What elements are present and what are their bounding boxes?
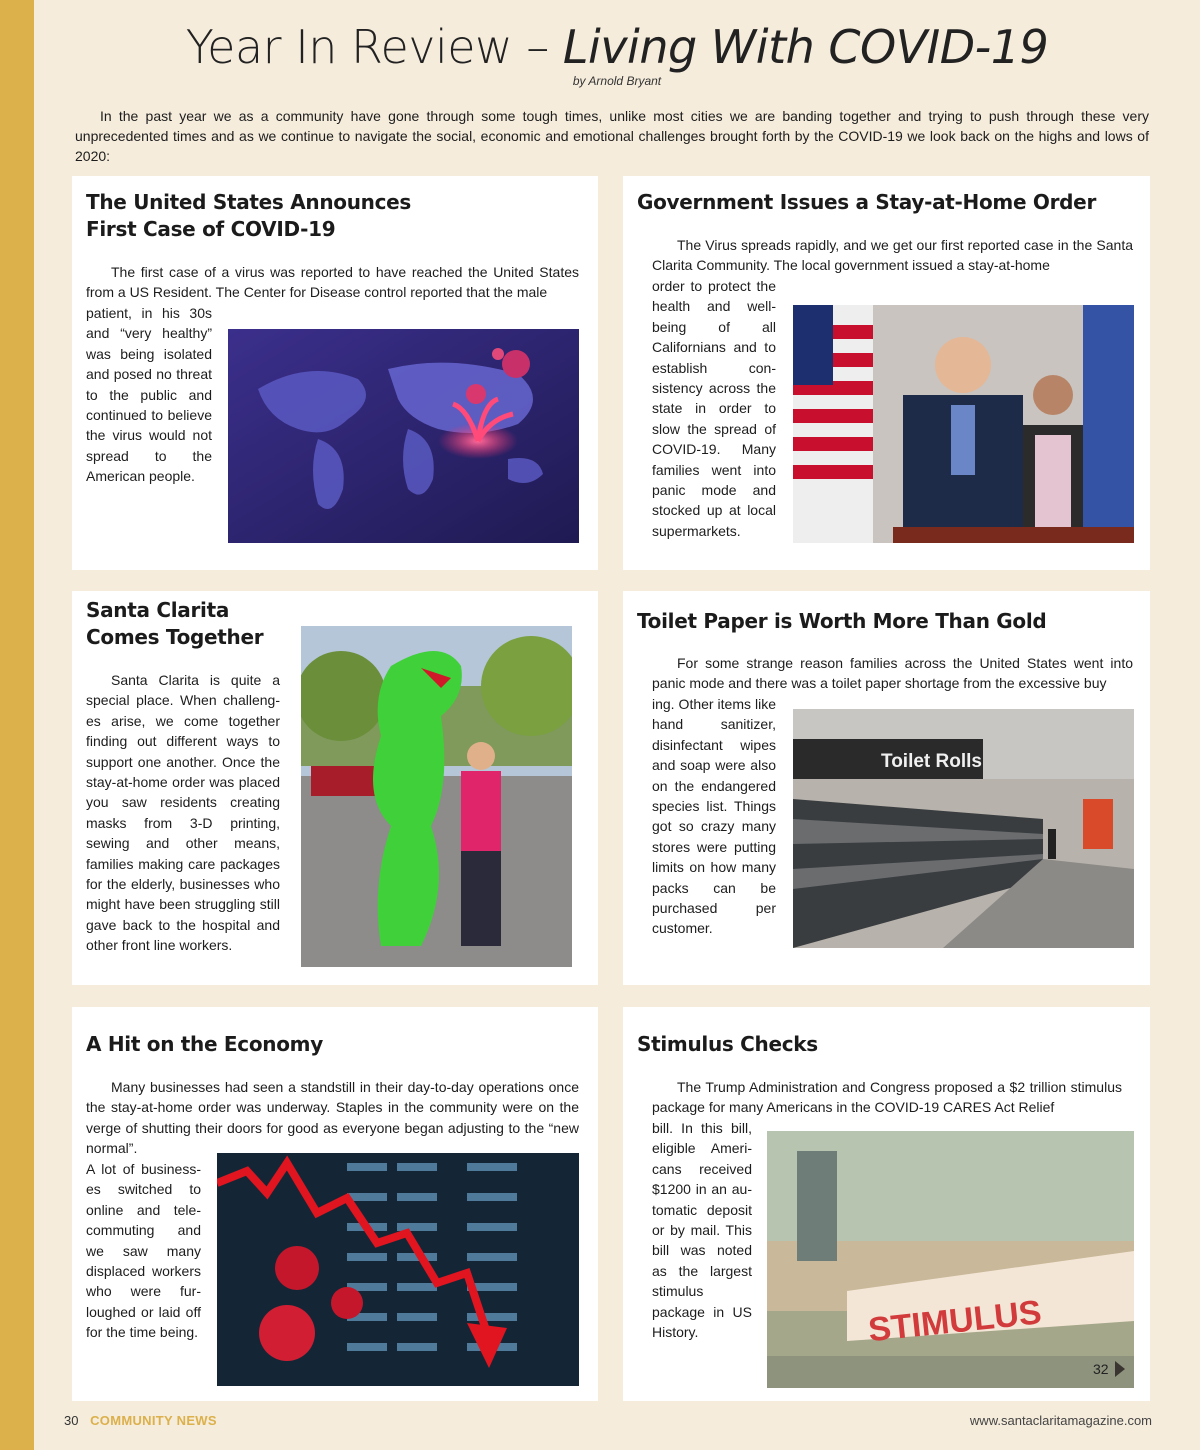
website-link[interactable]: www.santaclaritamagazine.com: [969, 1413, 1152, 1428]
section-name: COMMUNITY NEWS: [90, 1413, 217, 1428]
article-text-top: The Trump Administration and Congress proposed a $2 trillion stimulus package for many Americans in the COVID-19 CARES Act Relief: [652, 1079, 1122, 1116]
card-title: A Hit on the Economy: [86, 1032, 323, 1056]
card-stimulus: [623, 1007, 1150, 1401]
continue-page-number: 32: [1093, 1361, 1109, 1377]
article-text-top: The first case of a virus was reported to have reached the United States from a US Resident. The Center for Disease control reported that the male: [86, 264, 579, 301]
card-comes-together: [72, 591, 598, 985]
title-italic: Living With COVID-19: [562, 20, 1049, 74]
intro-paragraph: In the past year we as a community have gone through some tough times, unlike most cities we are banding together and trying to push through these very unprecedented times and as we continue to navigate the social, economic and emotional challenges brought forth by the COVID-19 we look back on the highs and lows of 2020:: [75, 108, 1149, 164]
page-title: [34, 20, 1200, 74]
dinosaur-costume-image: [301, 626, 572, 967]
card-stay-at-home: [623, 176, 1150, 570]
card-title: Stimulus Checks: [637, 1032, 818, 1056]
article-text-side: A lot of businesses switched to online and telecommuting and we saw many displaced workers who were furloughed or laid off for the time being.: [86, 1161, 201, 1341]
byline: by Arnold Bryant: [572, 74, 662, 88]
article-text-top: Many businesses had seen a standstill in their day-to-day operations once the stay-at-home order was underway. Staples in the community were on the verge of shutting their doors for good as everyone began adjusting to the “new normal”.: [86, 1079, 579, 1157]
article-text-top: For some strange reason families across the United States went into panic mode and there was a toilet paper shortage from the excessive buy: [652, 655, 1133, 692]
card-title: Toilet Paper is Worth More Than Gold: [637, 609, 1047, 633]
stock-market-crash-image: [217, 1153, 579, 1386]
article-text-side: ing. Other items like hand sanitizer, disinfectant wipes and soap were also on the endangered species list. Things got so crazy many stores were putting limits on how many packs can be purchased per customer.: [652, 696, 776, 937]
world-map-virus-image: [228, 329, 579, 543]
gold-side-bar: [0, 0, 34, 1450]
article-text-side: order to protect the health and well-being of all Californians and to establish consistency across the state in order to slow the spread of COVID-19. Many families went into panic mode and stocked up at local supermarkets.: [652, 278, 776, 539]
triangle-right-icon: [1115, 1361, 1125, 1377]
title-main: Year In Review –: [185, 20, 563, 74]
governor-press-conference-image: [793, 305, 1134, 543]
stimulus-stamp: STIMULUS: [866, 1293, 1044, 1350]
card-economy: [72, 1007, 598, 1401]
article-text-top: The Virus spreads rapidly, and we get our first reported case in the Santa Clarita Community. The local government issued a stay-at-home: [652, 237, 1133, 274]
footer-left: [64, 1413, 217, 1428]
article-text-side: patient, in his 30s and “very healthy” was being isolated and posed no threat to the public and continued to believe the virus would not spread to the American people.: [86, 305, 212, 485]
toilet-rolls-sign: Toilet Rolls: [881, 751, 982, 772]
stimulus-check-image: [767, 1131, 1134, 1388]
card-title: Santa Clarita Comes Together: [86, 598, 264, 649]
page-number: 30: [64, 1413, 79, 1428]
card-title: The United States Announces First Case of COVID-19: [86, 190, 411, 241]
card-toilet-paper: [623, 591, 1150, 985]
card-title: Government Issues a Stay-at-Home Order: [637, 190, 1097, 214]
card-first-case: [72, 176, 598, 570]
article-text: Santa Clarita is quite a special place. When challenges arise, we come together finding out different ways to support one another. Once the stay-at-home order was placed you saw residents creating masks from 3-D printing, sewing and other means, families making care packages for the elderly, businesses who might have been struggling still gave back to the hospital and other front line workers.: [86, 672, 280, 954]
continue-page-indicator[interactable]: [1093, 1361, 1125, 1377]
article-text-side: bill. In this bill, eligible Americans received $1200 in an automatic deposit or by mail. This bill was noted as the largest stimulus package in US History.: [652, 1120, 752, 1341]
empty-shelves-image: [793, 709, 1134, 948]
